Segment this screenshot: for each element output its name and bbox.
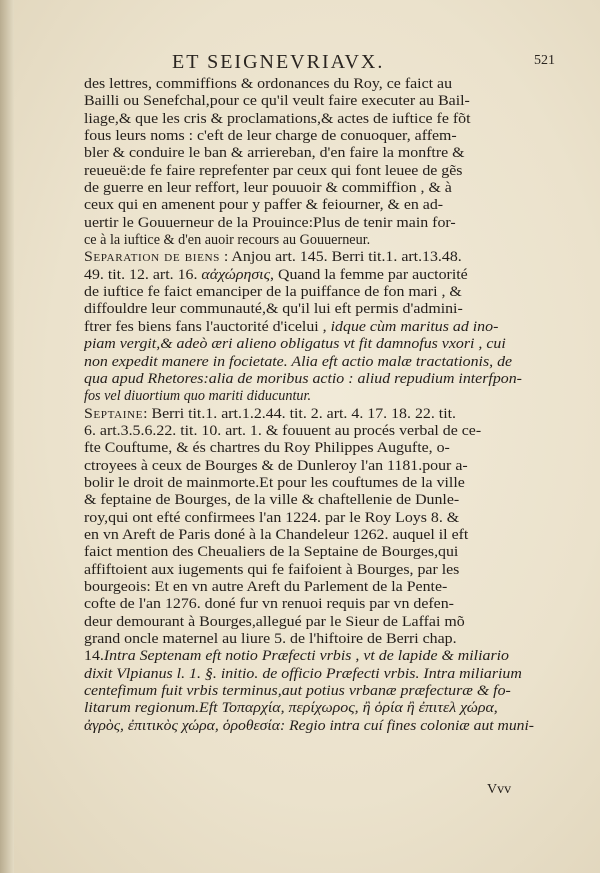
text-segment: idque cùm maritus ad ino- [330,318,499,335]
text-line [84,371,534,388]
text-block [84,76,534,735]
text-line [84,180,534,197]
text-segment: litarum regionum.Eft [84,700,222,717]
text-segment: Regio intra cuí fines coloniæ aut muni- [289,717,534,734]
text-segment: ctroyees à ceux de Bourges & de Dunleroy l'an 1181.pour a- [84,457,468,474]
text-segment: dixit Vlpianus l. 1. §. initio. de officio Præfecti vrbis. Intra miliarium [84,665,522,682]
text-line [84,336,534,353]
text-segment: qua apud Rhetores:alia de moribus actio : aliud repudium interfpon- [84,370,522,387]
text-segment: & feptaine de Bourges, de la ville & chaftellenie de Dunle- [84,492,460,509]
page-gutter-shadow [0,0,14,873]
text-line [84,145,534,162]
text-segment: fte Couftume, & és chartres du Roy Philippes Augufte, o- [84,440,450,457]
text-segment: fous leurs noms : c'eft de leur charge de conuoquer, affem- [84,128,457,145]
text-line [84,683,534,700]
text-line [84,510,534,527]
text-segment: de guerre en leur reffort, leur pouuoir & commiffion , & à [84,180,452,197]
text-segment: 14. [84,648,104,665]
text-line [84,423,534,440]
text-line [84,163,534,180]
text-segment: reueuë:de fe faire reprefenter par ceux qui font leuee de gẽs [84,162,463,179]
text-line [84,458,534,475]
text-line [84,128,534,145]
text-segment: des lettres, commiffions & ordonances du Roy, ce faict au [84,76,453,92]
text-line [84,284,534,301]
text-line [84,596,534,613]
text-segment: diffouldre leur communauté,& qu'il lui eft permis d'admini- [84,301,463,318]
text-segment: de iuftice fe faict emanciper de la puiffance de fon mari , & [84,284,462,301]
text-line [84,267,534,284]
text-segment: Intra Septenam eft notio Præfecti vrbis , vt de lapide & miliario [103,648,510,665]
text-segment: centefimum fuit vrbis terminus,aut potius vrbanæ præfecturæ & fo- [84,683,511,700]
folio-number: 521 [534,53,555,68]
text-segment: fos vel diuortium quo mariti diducuntur. [84,388,311,405]
text-line [84,301,534,318]
text-segment: deur demourant à Bourges,allegué par le Sieur de Laffai mõ [84,613,465,630]
text-segment: uertir le Gouuerneur de la Prouince:Plus de tenir main for- [84,214,456,231]
text-line [84,93,534,110]
text-segment: Τοπαρχία, περίχωρος, ἢ ὁρία ἢ ἐπιτελ χώρα, [221,700,498,717]
text-segment: cofte de l'an 1276. doné fur vn renuoi requis par vn defen- [84,596,454,613]
text-line [84,232,534,249]
text-segment: Septaine [84,405,144,422]
text-line [84,354,534,371]
text-segment: en vn Areft de Paris doné à la Chandeleur 1262. auquel il eft [84,526,469,543]
text-segment: ce à la iuftice & d'en auoir recours au Gouuerneur. [84,232,371,249]
text-segment: ftrer fes biens fans l'auctorité d'icelui , [84,318,331,335]
text-line [84,215,534,232]
text-line [84,648,534,665]
text-segment: αἀχώρησις [201,266,271,283]
catchword: Vvv [487,782,512,797]
text-line [84,475,534,492]
text-segment: , Quand la femme par auctorité [270,266,468,283]
text-segment: 6. art.3.5.6.22. tit. 10. art. 1. & fouuent au procés verbal de ce- [84,422,482,439]
text-line [84,197,534,214]
text-segment: piam vergit,& adeò æri alieno obligatus vt fit damnofus vxori , cui [84,336,506,353]
text-line [84,527,534,544]
text-segment: faict mention des Cheualiers de la Septaine de Bourges,qui [84,544,459,561]
text-line [84,406,534,423]
text-segment: affiftoient aux iugements qui fe faifoient à Bourges, par les [84,561,460,578]
text-segment: ἀγρὸς, ἐπιτικὸς χώρα, ὁροθεσία: [84,717,290,734]
text-line [84,111,534,128]
text-line [84,614,534,631]
text-line [84,249,534,266]
text-line [84,562,534,579]
text-line [84,579,534,596]
text-line [84,440,534,457]
text-line [84,666,534,683]
text-segment: : Berri tit.1. art.1.2.44. tit. 2. art. 4. 17. 18. 22. tit. [143,405,456,422]
text-segment: ceux qui en amenent pour y paffer & feiourner, & en ad- [84,197,444,214]
text-line [84,631,534,648]
running-title: ET SEIGNEVRIAVX. [172,51,385,73]
text-segment: liage,& que les cris & proclamations,& actes de iuftice fe fõt [84,110,471,127]
text-line [84,544,534,561]
text-line [84,718,534,735]
text-line [84,700,534,717]
text-segment: Separation de biens [84,249,220,266]
text-line [84,388,534,405]
text-segment: Bailli ou Senefchal,pour ce qu'il veult faire executer au Bail- [84,93,470,110]
text-segment: roy,qui ont efté confirmees l'an 1224. par le Roy Loys 8. & [84,509,460,526]
text-segment: non expedit manere in focietate. Alia eft actio malæ tractationis, de [84,353,513,370]
text-segment: bourgeois: Et en vn autre Areft du Parlement de la Pente- [84,578,448,595]
text-line [84,76,534,93]
text-segment: bolir le droit de mainmorte.Et pour les couftumes de la ville [84,474,465,491]
text-segment: bler & conduire le ban & arriereban, d'en faire la monftre & [84,145,465,162]
text-segment: grand oncle maternel au liure 5. de l'hiftoire de Berri chap. [84,631,457,647]
text-line [84,492,534,509]
text-line [84,319,534,336]
text-segment: 49. tit. 12. art. 16. [84,266,202,283]
text-segment: : Anjou art. 145. Berri tit.1. art.13.48. [219,249,462,266]
